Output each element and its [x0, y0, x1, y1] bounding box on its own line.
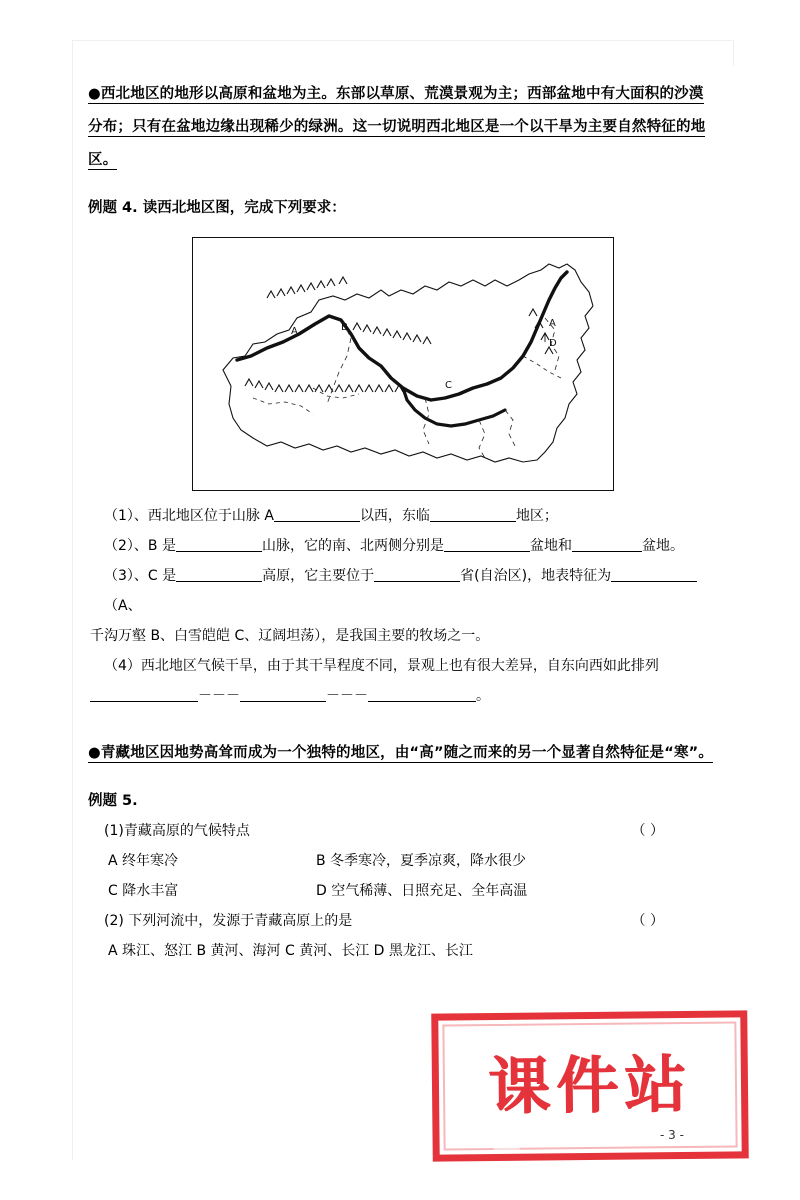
paragraph-northwest-terrain-text: ●西北地区的地形以高原和盆地为主。东部以草原、荒漠景观为主；西部盆地中有大面积的沙漠分布；只有在盆地边缘出现稀少的绿洲。这一切说明西北地区是一个以干旱为主要自然特征的地区。	[88, 86, 706, 168]
example-5-heading	[88, 786, 718, 816]
q4-blank-3	[368, 687, 476, 702]
q1-blank-1	[274, 507, 360, 522]
example-4-question-1	[88, 501, 718, 531]
page-number: - 3 -	[660, 1128, 684, 1142]
q3-middle-2: 省(自治区)，地表特征为	[460, 568, 612, 584]
example-4-question-2	[88, 531, 718, 561]
q5-1-text: (1)青藏高原的气候特点	[104, 823, 250, 839]
q2-blank-1	[176, 537, 262, 552]
example-5-question-1	[88, 816, 664, 846]
page-edge-line-top-right	[733, 40, 734, 66]
example-4-heading	[88, 193, 718, 223]
q2-middle: 山脉，它的南、北两侧分别是	[261, 538, 444, 554]
stamp-speckle	[558, 1025, 580, 1030]
stamp-speckle	[694, 1139, 712, 1144]
q2-blank-2	[444, 537, 530, 552]
q3-prefix: （3）、C 是	[104, 568, 177, 584]
map-figure-wrapper	[88, 237, 718, 491]
q5-1-answer-paren: （ ）	[631, 823, 664, 839]
stamp-speckle	[494, 1146, 520, 1150]
example-5-label: 例题 5.	[88, 793, 138, 809]
example-4-prompt: 读西北地区图，完成下列要求：	[142, 200, 346, 216]
example-5-q1-choices-ab	[88, 846, 718, 876]
northwest-region-map	[192, 237, 614, 491]
q1-suffix: 地区；	[515, 508, 558, 524]
q5-1-choice-b: B 冬季寒冷，夏季凉爽，降水很少	[316, 853, 527, 869]
example-4-question-3	[88, 561, 718, 621]
page-edge-line-top	[72, 40, 732, 41]
example-4-label: 例题 4.	[88, 200, 138, 216]
q3-suffix: （A、	[104, 598, 142, 614]
map-label-a-left: A	[291, 326, 298, 337]
example-5-question-2	[88, 906, 664, 936]
map-label-d: D	[549, 338, 557, 349]
q5-1-choice-c: C 降水丰富	[108, 883, 179, 899]
map-label-b: B	[341, 322, 348, 333]
q2-prefix: （2）、B 是	[104, 538, 176, 554]
watermark-stamp-text: 课件站	[487, 1047, 693, 1124]
q4-blank-1	[90, 687, 198, 702]
q3-blank-2	[374, 567, 460, 582]
paragraph-northwest-terrain	[88, 78, 718, 177]
q2-middle-2: 盆地和	[529, 538, 572, 554]
q4-sep-2: －－－	[326, 688, 368, 704]
page-edge-line-left	[72, 40, 73, 1160]
q5-2-choice-list: A 珠江、怒江 B 黄河、海河 C 黄河、长江 D 黑龙江、长江	[108, 943, 473, 959]
map-label-c: C	[445, 380, 452, 391]
paragraph-tibet-feature-text: ●青藏地区因地势高耸而成为一个独特的地区，由“高”随之而来的另一个显著自然特征是“寒”。	[88, 745, 714, 761]
example-4-question-4: （4）西北地区气候干旱，由于其干旱程度不同，景观上也有很大差异，自东向西如此排列	[104, 658, 659, 674]
q5-1-choice-a: A 终年寒冷	[108, 853, 179, 869]
q3-middle: 高原，它主要位于	[262, 568, 375, 584]
map-svg	[193, 238, 613, 490]
section-spacer	[88, 711, 718, 737]
q2-blank-3	[572, 537, 642, 552]
q4-blank-2	[240, 687, 326, 702]
example-4-question-4-line2	[88, 681, 718, 711]
q1-blank-2	[430, 507, 516, 522]
stamp-speckle	[456, 1030, 466, 1034]
q1-prefix: （1）、西北地区位于山脉 A	[104, 508, 274, 524]
q3-blank-3	[611, 567, 697, 582]
example-5-q2-choices	[88, 936, 718, 966]
map-label-a-right: A	[549, 318, 556, 329]
example-4-question-3-line2: 千沟万壑 B、白雪皑皑 C、辽阔坦荡），是我国主要的牧场之一。	[90, 628, 490, 644]
q3-blank-1	[176, 567, 262, 582]
q2-suffix: 盆地。	[641, 538, 684, 554]
example-5-q1-choices-cd	[88, 876, 718, 906]
document-content	[88, 78, 718, 966]
q4-end: 。	[476, 688, 490, 704]
q5-1-choice-d: D 空气稀薄、日照充足、全年高温	[316, 883, 528, 899]
q5-2-text: (2) 下列河流中，发源于青藏高原上的是	[104, 913, 353, 929]
q1-middle: 以西，东临	[359, 508, 430, 524]
q5-2-answer-paren: （ ）	[631, 913, 664, 929]
watermark-stamp	[431, 1010, 749, 1161]
q4-sep-1: －－－	[198, 688, 240, 704]
paragraph-tibet-feature	[88, 737, 718, 770]
